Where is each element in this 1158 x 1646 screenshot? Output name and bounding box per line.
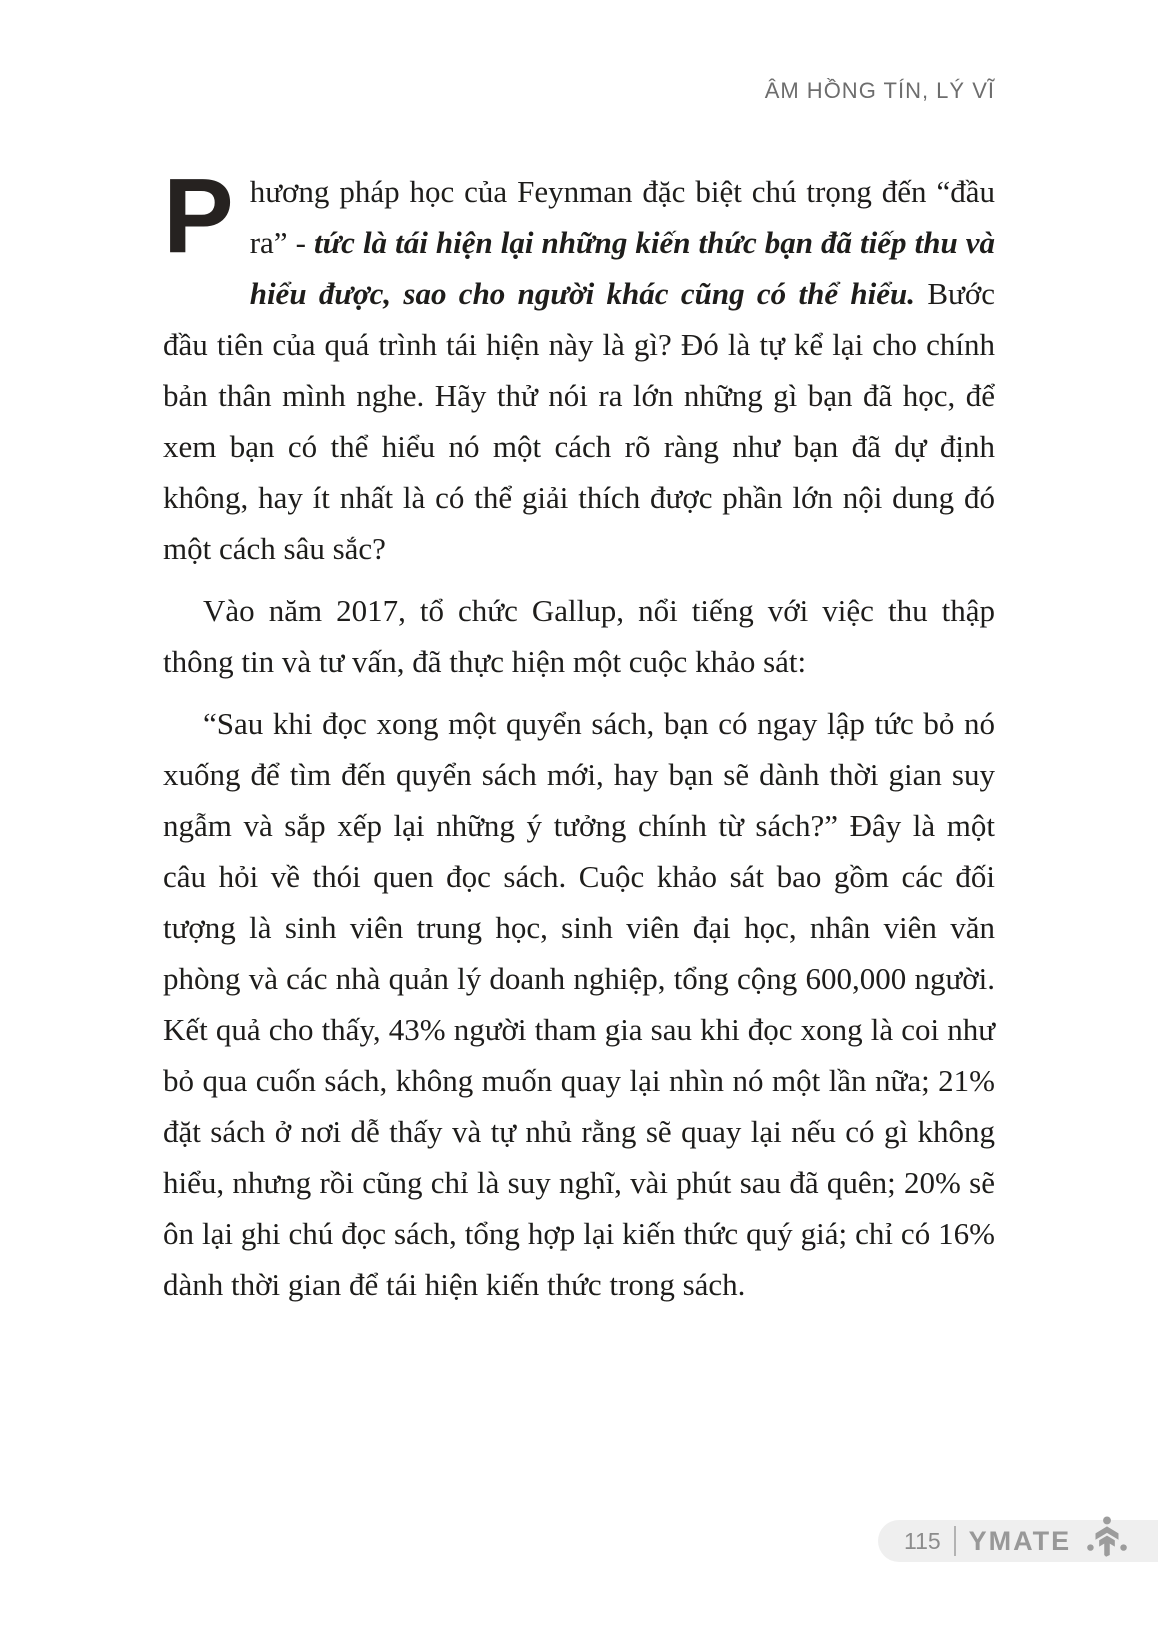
paragraph-1-rest: Bước đầu tiên của quá trình tái hiện này là gì? Đó là tự kể lại cho chính bản thân mình nghe. Hãy thử nói ra lớn những gì bạn đã học, để xem bạn có thể hiểu nó một cách rõ ràng như bạn đã dự định không, hay ít nhất là có thể giải thích được phần lớn nội dung đó một cách sâu sắc? bbox=[163, 276, 995, 566]
running-header: ÂM HỒNG TÍN, LÝ VĨ bbox=[764, 78, 995, 103]
paragraph-1 bbox=[163, 157, 995, 574]
paragraph-1-lead: hương pháp học của Feynman đặc biệt chú trọng đến “đầu ra” - bbox=[249, 174, 995, 260]
footer-pill bbox=[878, 1520, 1158, 1562]
publisher-brand-name: YMATE bbox=[968, 1525, 1072, 1556]
ymate-figure-logo-icon bbox=[1084, 1515, 1130, 1559]
paragraph-3: “Sau khi đọc xong một quyển sách, bạn có ngay lập tức bỏ nó xuống để tìm đến quyển sách mới, hay bạn sẽ dành thời gian suy ngẫm và sắp xếp lại những ý tưởng chính từ sách?” Đây là một câu hỏi về thói quen đọc sách. Cuộc khảo sát bao gồm các đối tượng là sinh viên trung học, sinh viên đại học, nhân viên văn phòng và các nhà quản lý doanh nghiệp, tổng cộng 600,000 người. Kết quả cho thấy, 43% người tham gia sau khi đọc xong là coi như bỏ qua cuốn sách, không muốn quay lại nhìn nó một lần nữa; 21% đặt sách ở nơi dễ thấy và tự nhủ rằng sẽ quay lại nếu có gì không hiểu, nhưng rồi cũng chỉ là suy nghĩ, vài phút sau đã quên; 20% sẽ ôn lại ghi chú đọc sách, tổng hợp lại kiến thức quý giá; chỉ có 16% dành thời gian để tái hiện kiến thức trong sách. bbox=[163, 706, 995, 1302]
page-body-text bbox=[163, 157, 995, 1321]
paragraph-2: Vào năm 2017, tổ chức Gallup, nổi tiếng với việc thu thập thông tin và tư vấn, đã thực hiện một cuộc khảo sát: bbox=[163, 593, 995, 679]
footer-divider bbox=[954, 1526, 956, 1556]
page-number: 115 bbox=[904, 1527, 941, 1554]
paragraph-1-emphasis: tức là tái hiện lại những kiến thức bạn đã tiếp thu và hiểu được, sao cho người khác cũng có thể hiểu. bbox=[249, 225, 995, 311]
dropcap-letter: P bbox=[163, 157, 234, 275]
